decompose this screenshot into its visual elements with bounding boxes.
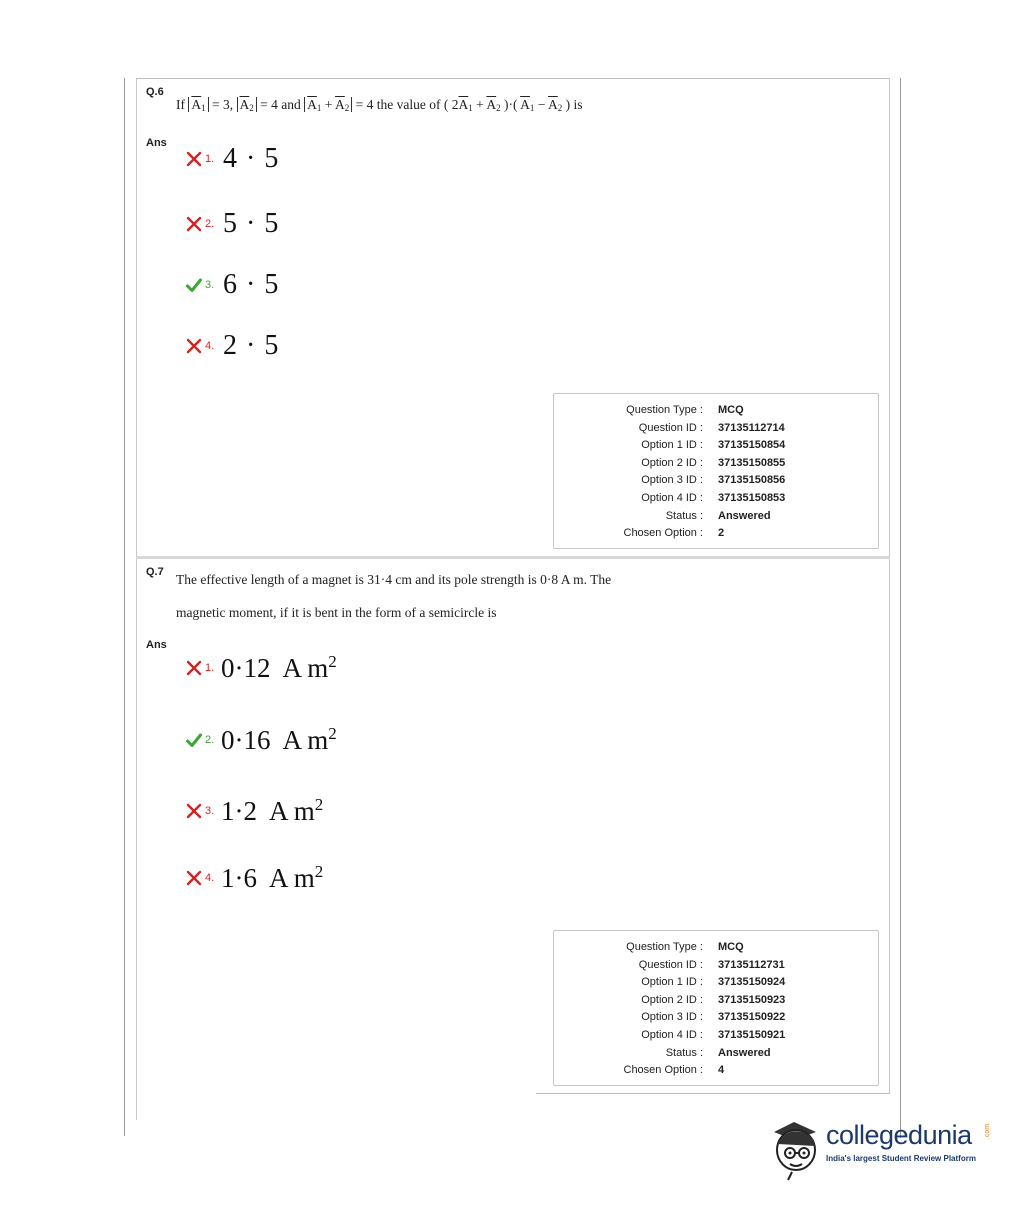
q6-option-3: 3. 6 · 5 [186, 269, 279, 301]
info-row: Option 3 ID : 37135150922 [641, 1011, 786, 1023]
cross-icon [186, 803, 202, 819]
info-row: Status : Answered [665, 510, 771, 522]
q6-option-4: 4. 2 · 5 [186, 330, 279, 362]
brand-name: collegedunia [826, 1120, 972, 1150]
brand-tagline: India's largest Student Review Platform [826, 1154, 976, 1163]
cross-icon [186, 338, 202, 354]
info-row: Option 2 ID : 37135150855 [641, 457, 786, 469]
info-row: Question Type : MCQ [626, 404, 744, 416]
q7-option-1: 1. 0·12 A $m^2$ [186, 652, 337, 684]
q7-option-2: 2. 0·16 A $m^2$ [186, 724, 337, 756]
q7-bottom-rule [536, 1093, 890, 1094]
info-row: Chosen Option : 4 [623, 1064, 725, 1076]
info-row: Option 4 ID : 37135150921 [641, 1029, 786, 1041]
cross-icon [186, 216, 202, 232]
q6-label: Q.6 [146, 86, 164, 98]
info-row: Option 4 ID : 37135150853 [641, 492, 786, 504]
q6-question-text: If $\overline{A}_1 = 3$, $\overline{A}_2 = 4$ and $\overline{A}_1 + \overline{A}_2 = 4$ the value of ( $2\overline{A}_1 + \overline{A}_2$ )·( $\overline{A}_1 - \overline{A}_2$ ) is [176, 97, 583, 113]
page-left-border [124, 78, 125, 1136]
info-row: Chosen Option : 2 [623, 527, 725, 539]
q7-ans-label: Ans [146, 639, 167, 651]
info-row: Option 2 ID : 37135150923 [641, 994, 786, 1006]
q6-ans-label: Ans [146, 137, 167, 149]
info-row: Status : Answered [665, 1047, 771, 1059]
check-icon [186, 732, 202, 748]
q7-option-4: 4. 1·6 A $m^2$ [186, 862, 323, 894]
info-row: Question ID : 37135112714 [638, 422, 785, 434]
info-row: Option 3 ID : 37135150856 [641, 474, 786, 486]
info-row: Option 1 ID : 37135150854 [641, 439, 786, 451]
cross-icon [186, 660, 202, 676]
info-row: Question Type : MCQ [626, 941, 744, 953]
q6-option-2: 2. 5 · 5 [186, 208, 279, 240]
q-divider [136, 556, 890, 559]
cross-icon [186, 151, 202, 167]
check-icon [186, 277, 202, 293]
q7-question-line-2: magnetic moment, if it is bent in the form of a semicircle is [176, 605, 497, 620]
q6-top-rule [136, 78, 890, 79]
q7-label: Q.7 [146, 566, 164, 578]
q7-info-panel [553, 930, 879, 1086]
info-row: Question ID : 37135112731 [638, 959, 785, 971]
cross-icon [186, 870, 202, 886]
brand-domain: .com [984, 1123, 992, 1140]
page-right-border [900, 78, 901, 1138]
q6-option-1: 1. 4 · 5 [186, 143, 279, 175]
info-row: Option 1 ID : 37135150924 [641, 976, 786, 988]
q-right-border [889, 78, 890, 1094]
q7-option-3: 3. 1·2 A $m^2$ [186, 795, 323, 827]
q-left-border [136, 78, 137, 1120]
q7-question-line-1: The effective length of a magnet is 31·4 cm and its pole strength is 0·8 A m. The [176, 572, 612, 587]
q6-info-panel [553, 393, 879, 549]
